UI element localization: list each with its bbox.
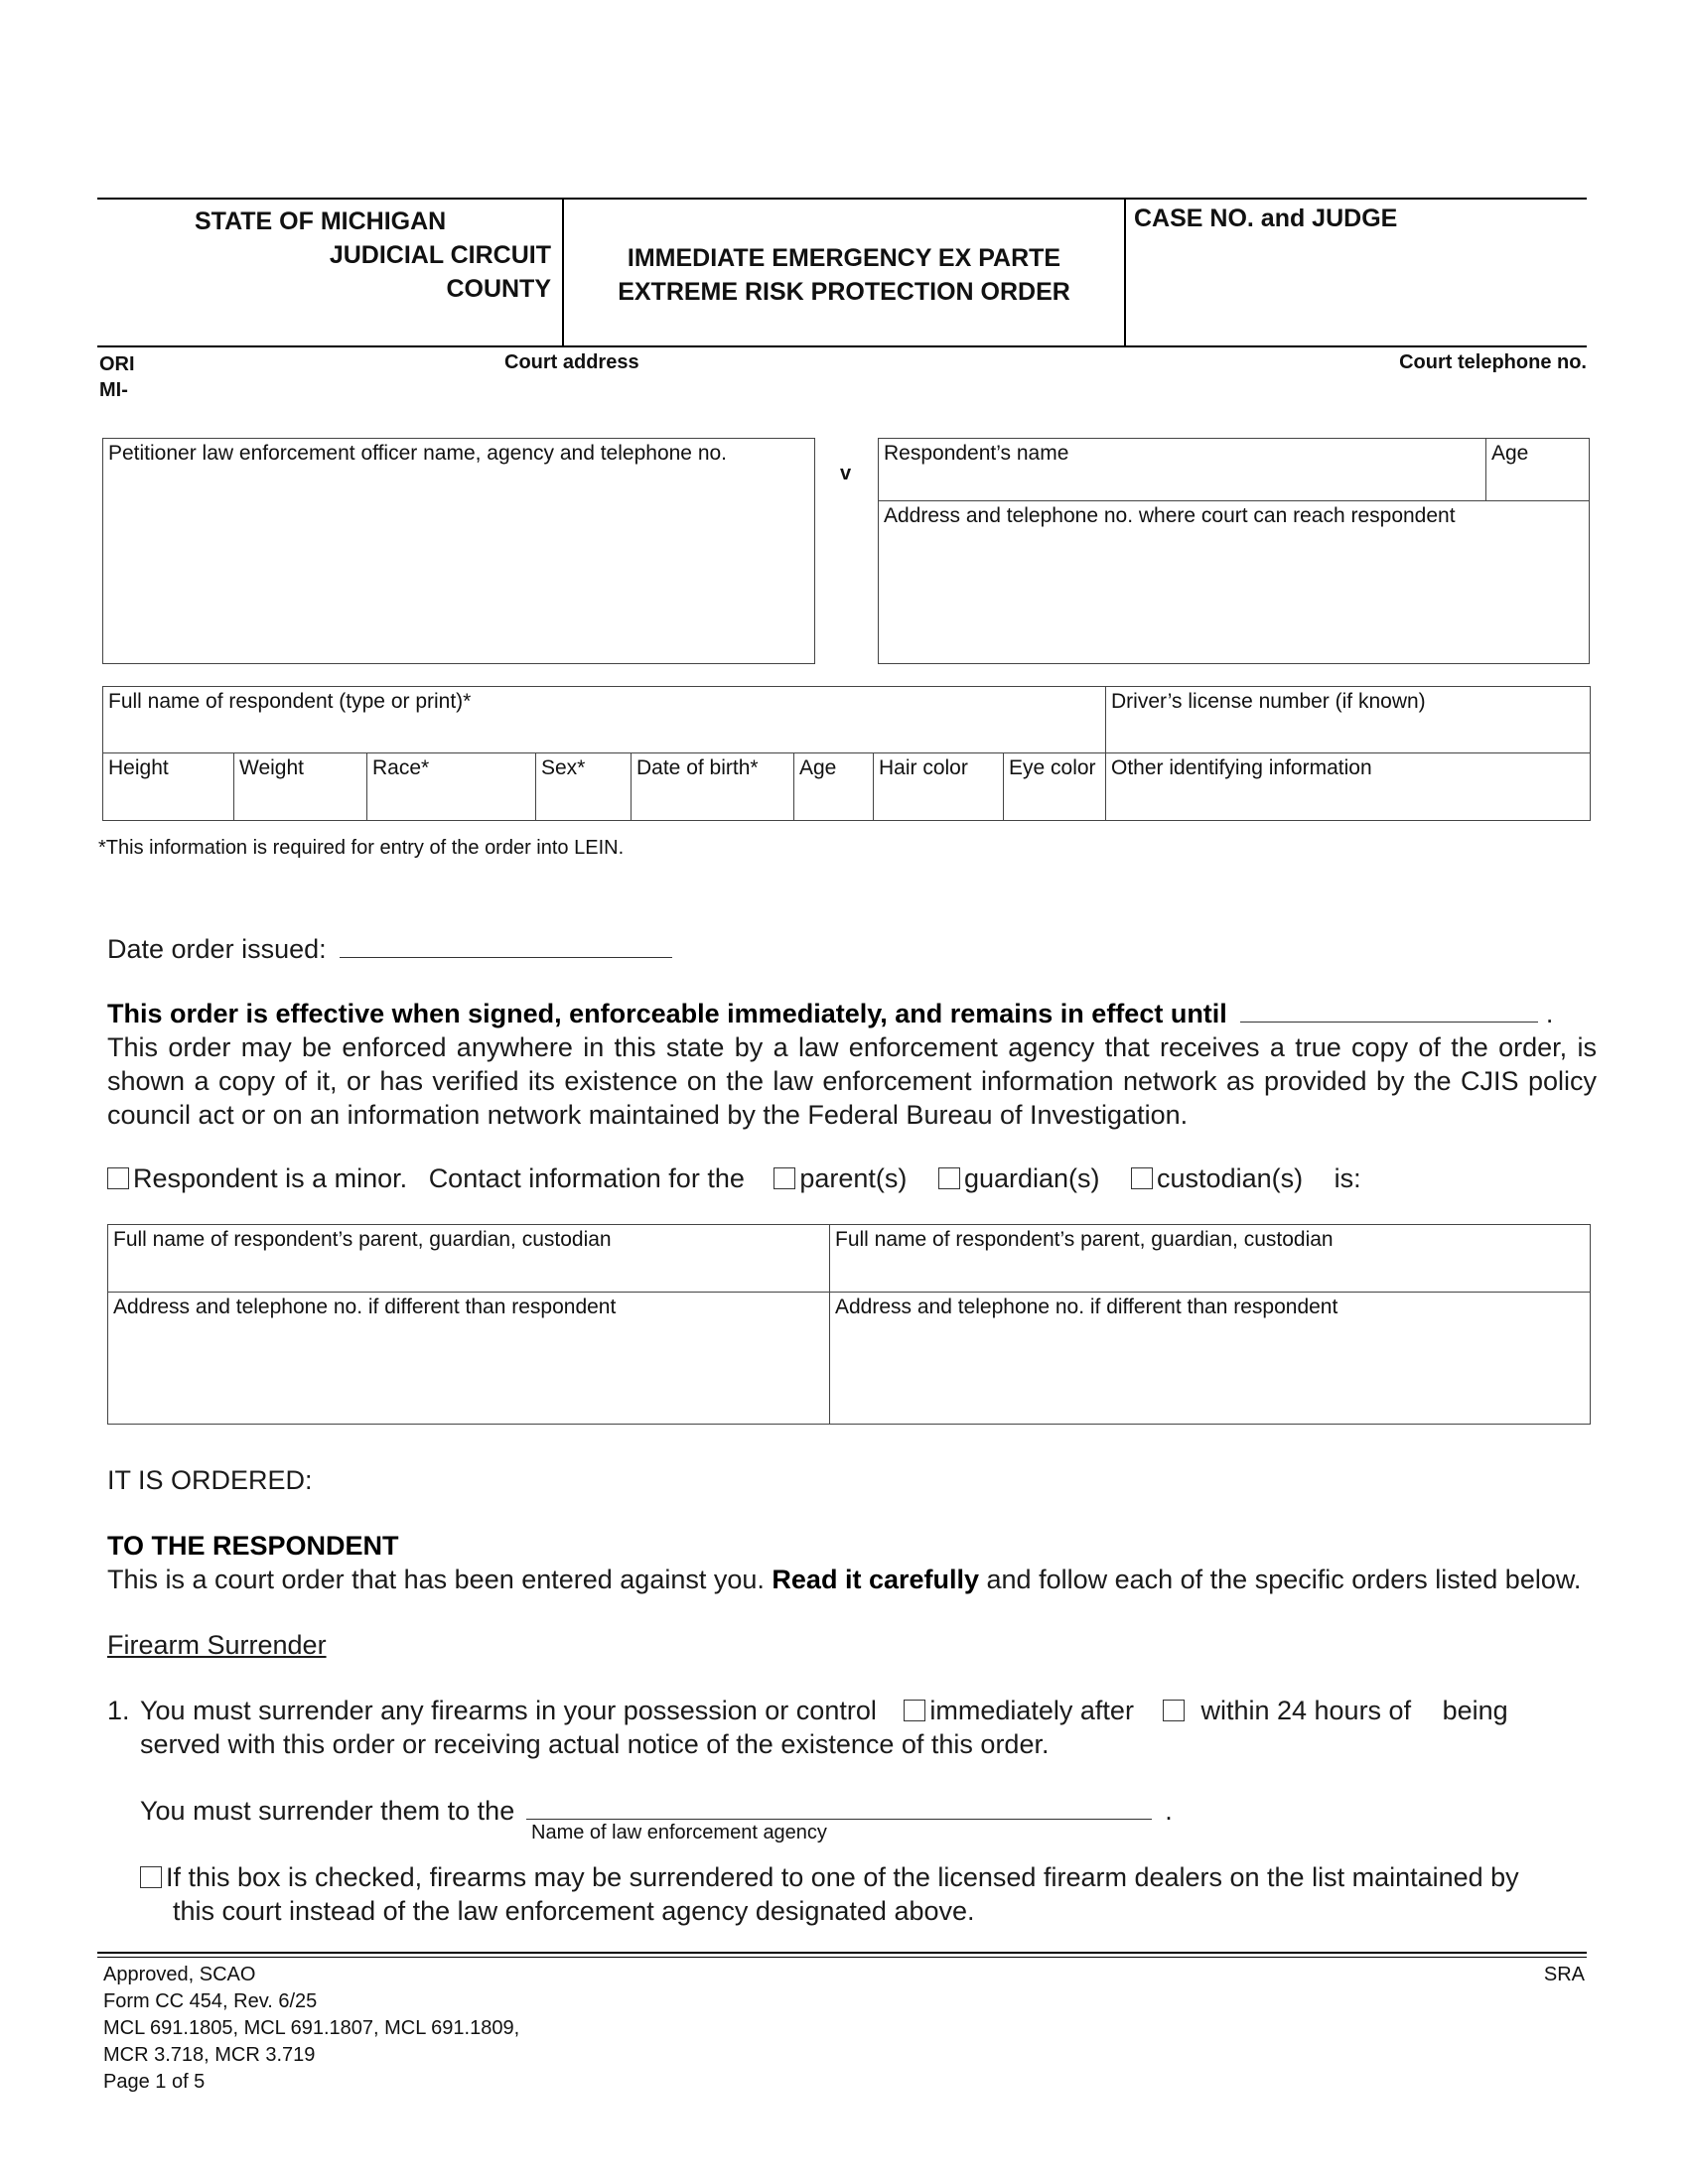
respondent-address-label: Address and telephone no. where court can reach respondent <box>884 504 1456 527</box>
immediately-label: immediately after <box>929 1696 1134 1725</box>
versus-label: v <box>840 463 852 484</box>
guardian-name-field-2[interactable] <box>829 1225 1590 1292</box>
lein-note: *This information is required for entry of the order into LEIN. <box>98 837 625 859</box>
footer-rule-1 <box>97 1952 1587 1954</box>
item-1-text: You must surrender any firearms in your possession or control <box>140 1696 877 1725</box>
footer-page: Page 1 of 5 <box>103 2071 206 2093</box>
parent-label: parent(s) <box>799 1163 908 1193</box>
eye-color-field[interactable] <box>1003 753 1105 820</box>
being-label: being <box>1442 1696 1508 1725</box>
intro-pre: This is a court order that has been entered against you. <box>107 1565 765 1594</box>
footer-approved: Approved, SCAO <box>103 1964 256 1985</box>
respondent-intro <box>107 1563 1581 1596</box>
guardian-name-label-1: Full name of respondent’s parent, guardian, custodian <box>113 1228 612 1251</box>
intro-post: and follow each of the specific orders listed below. <box>986 1565 1582 1594</box>
court-address-label: Court address <box>504 351 639 373</box>
within-24-hours-label: within 24 hours of <box>1200 1696 1412 1725</box>
guardian-address-label-1: Address and telephone no. if different than respondent <box>113 1296 617 1318</box>
date-issued-row <box>107 929 672 966</box>
ori-label: ORI <box>99 353 135 375</box>
footer-block <box>103 1962 519 2096</box>
other-info-field[interactable] <box>1105 753 1590 820</box>
guardian-checkbox[interactable] <box>938 1167 960 1189</box>
firearm-surrender-heading: Firearm Surrender <box>107 1630 327 1660</box>
header-bottom-rule <box>97 345 1587 347</box>
footer-code: SRA <box>1543 1964 1585 1985</box>
surrender-to-label: You must surrender them to the <box>140 1796 515 1826</box>
item-1-line-2: served with this order or receiving actual notice of the existence of this order. <box>140 1729 1050 1759</box>
other-info-label: Other identifying information <box>1111 756 1372 779</box>
footer-mcl: MCL 691.1805, MCL 691.1807, MCL 691.1809, <box>103 2017 520 2039</box>
header-top-rule <box>97 198 1587 200</box>
date-issued-input[interactable] <box>340 929 672 958</box>
dealer-text-2: this court instead of the law enforcement agency designated above. <box>173 1896 975 1926</box>
race-label: Race* <box>372 756 430 779</box>
item-1-number: 1. <box>107 1696 130 1725</box>
minor-checkbox[interactable] <box>107 1167 129 1189</box>
ori-block <box>99 351 135 403</box>
respondent-age-field[interactable] <box>1485 439 1589 501</box>
guardian-address-label-2: Address and telephone no. if different than respondent <box>835 1296 1338 1318</box>
date-of-birth-field[interactable] <box>631 753 793 820</box>
county: COUNTY <box>446 275 551 303</box>
drivers-license-field[interactable] <box>1105 687 1590 752</box>
respondent-box <box>878 438 1590 664</box>
judicial-circuit: JUDICIAL CIRCUIT <box>329 241 551 269</box>
guardian-table <box>107 1224 1591 1425</box>
item-1-line-1 <box>140 1694 1508 1727</box>
petitioner-box[interactable] <box>102 438 815 664</box>
id-age-label: Age <box>799 756 837 779</box>
weight-label: Weight <box>239 756 304 779</box>
respondent-address-field[interactable] <box>879 500 1589 662</box>
date-issued-label: Date order issued: <box>107 934 327 964</box>
dealer-text-1: If this box is checked, firearms may be surrendered to one of the licensed firearm dealers on the list maintained by <box>166 1862 1519 1892</box>
immediately-checkbox[interactable] <box>904 1700 925 1721</box>
minor-row <box>107 1161 1361 1195</box>
case-number-label: CASE NO. and JUDGE <box>1134 205 1398 232</box>
custodian-label: custodian(s) <box>1157 1163 1304 1193</box>
petitioner-label: Petitioner law enforcement officer name, agency and telephone no. <box>108 442 728 465</box>
sex-label: Sex* <box>541 756 586 779</box>
footer-form: Form CC 454, Rev. 6/25 <box>103 1990 318 2012</box>
effective-bold-text: This order is effective when signed, enforceable immediately, and remains in effect until <box>107 999 1227 1028</box>
agency-name-input[interactable] <box>526 1793 1152 1820</box>
to-respondent-heading: TO THE RESPONDENT <box>107 1531 399 1561</box>
id-age-field[interactable] <box>793 753 873 820</box>
guardian-name-field-1[interactable] <box>108 1225 829 1292</box>
footer-rule-2 <box>97 1957 1587 1958</box>
footer-mcr: MCR 3.718, MCR 3.719 <box>103 2044 316 2066</box>
dealer-row <box>140 1860 1519 1928</box>
effective-until-input[interactable] <box>1240 996 1538 1023</box>
court-phone-label: Court telephone no. <box>1399 351 1587 373</box>
mi-label: MI- <box>99 379 128 401</box>
form-title-line-2: EXTREME RISK PROTECTION ORDER <box>618 278 1070 306</box>
guardian-name-label-2: Full name of respondent’s parent, guardian, custodian <box>835 1228 1334 1251</box>
effective-statement <box>107 996 1597 1132</box>
agency-caption: Name of law enforcement agency <box>531 1822 827 1843</box>
drivers-license-label: Driver’s license number (if known) <box>1111 690 1426 713</box>
height-field[interactable] <box>103 753 233 820</box>
height-label: Height <box>108 756 169 779</box>
form-title-line-1: IMMEDIATE EMERGENCY EX PARTE <box>627 244 1061 272</box>
eye-color-label: Eye color <box>1009 756 1096 779</box>
form-title <box>564 241 1124 309</box>
hair-color-label: Hair color <box>879 756 968 779</box>
contact-label: Contact information for the <box>428 1163 745 1193</box>
minor-label: Respondent is a minor. <box>133 1163 408 1193</box>
header-divider-right <box>1124 200 1126 345</box>
respondent-name-field[interactable] <box>879 439 1485 501</box>
within-24-hours-checkbox[interactable] <box>1163 1700 1185 1721</box>
sex-field[interactable] <box>535 753 631 820</box>
guardian-address-field-1[interactable] <box>108 1292 829 1424</box>
effective-rest-text: This order may be enforced anywhere in this state by a law enforcement agency that receives a true copy of the order, is shown a copy of it, or has verified its existence on the law enforcement information network as provided by the CJIS policy council act or on an information network maintained by the Federal Bureau of Investigation. <box>107 1032 1597 1130</box>
full-name-label: Full name of respondent (type or print)* <box>108 690 472 713</box>
effective-period: . <box>1545 999 1554 1028</box>
parent-checkbox[interactable] <box>774 1167 795 1189</box>
custodian-checkbox[interactable] <box>1131 1167 1153 1189</box>
respondent-age-label: Age <box>1491 442 1529 465</box>
weight-field[interactable] <box>233 753 366 820</box>
dealer-checkbox[interactable] <box>140 1866 162 1888</box>
state-name: STATE OF MICHIGAN <box>195 207 447 235</box>
guardian-label: guardian(s) <box>963 1163 1100 1193</box>
court-block <box>99 205 551 306</box>
surrender-period: . <box>1165 1796 1173 1826</box>
date-of-birth-label: Date of birth* <box>636 756 759 779</box>
respondent-name-label: Respondent’s name <box>884 442 1069 465</box>
intro-bold: Read it carefully <box>772 1565 979 1594</box>
it-is-ordered: IT IS ORDERED: <box>107 1465 313 1495</box>
identification-table <box>102 686 1591 821</box>
physical-description-row <box>103 752 1590 820</box>
race-field[interactable] <box>366 753 535 820</box>
guardian-address-field-2[interactable] <box>829 1292 1590 1424</box>
is-label: is: <box>1334 1163 1361 1193</box>
full-name-field[interactable] <box>103 687 1105 752</box>
hair-color-field[interactable] <box>873 753 1003 820</box>
